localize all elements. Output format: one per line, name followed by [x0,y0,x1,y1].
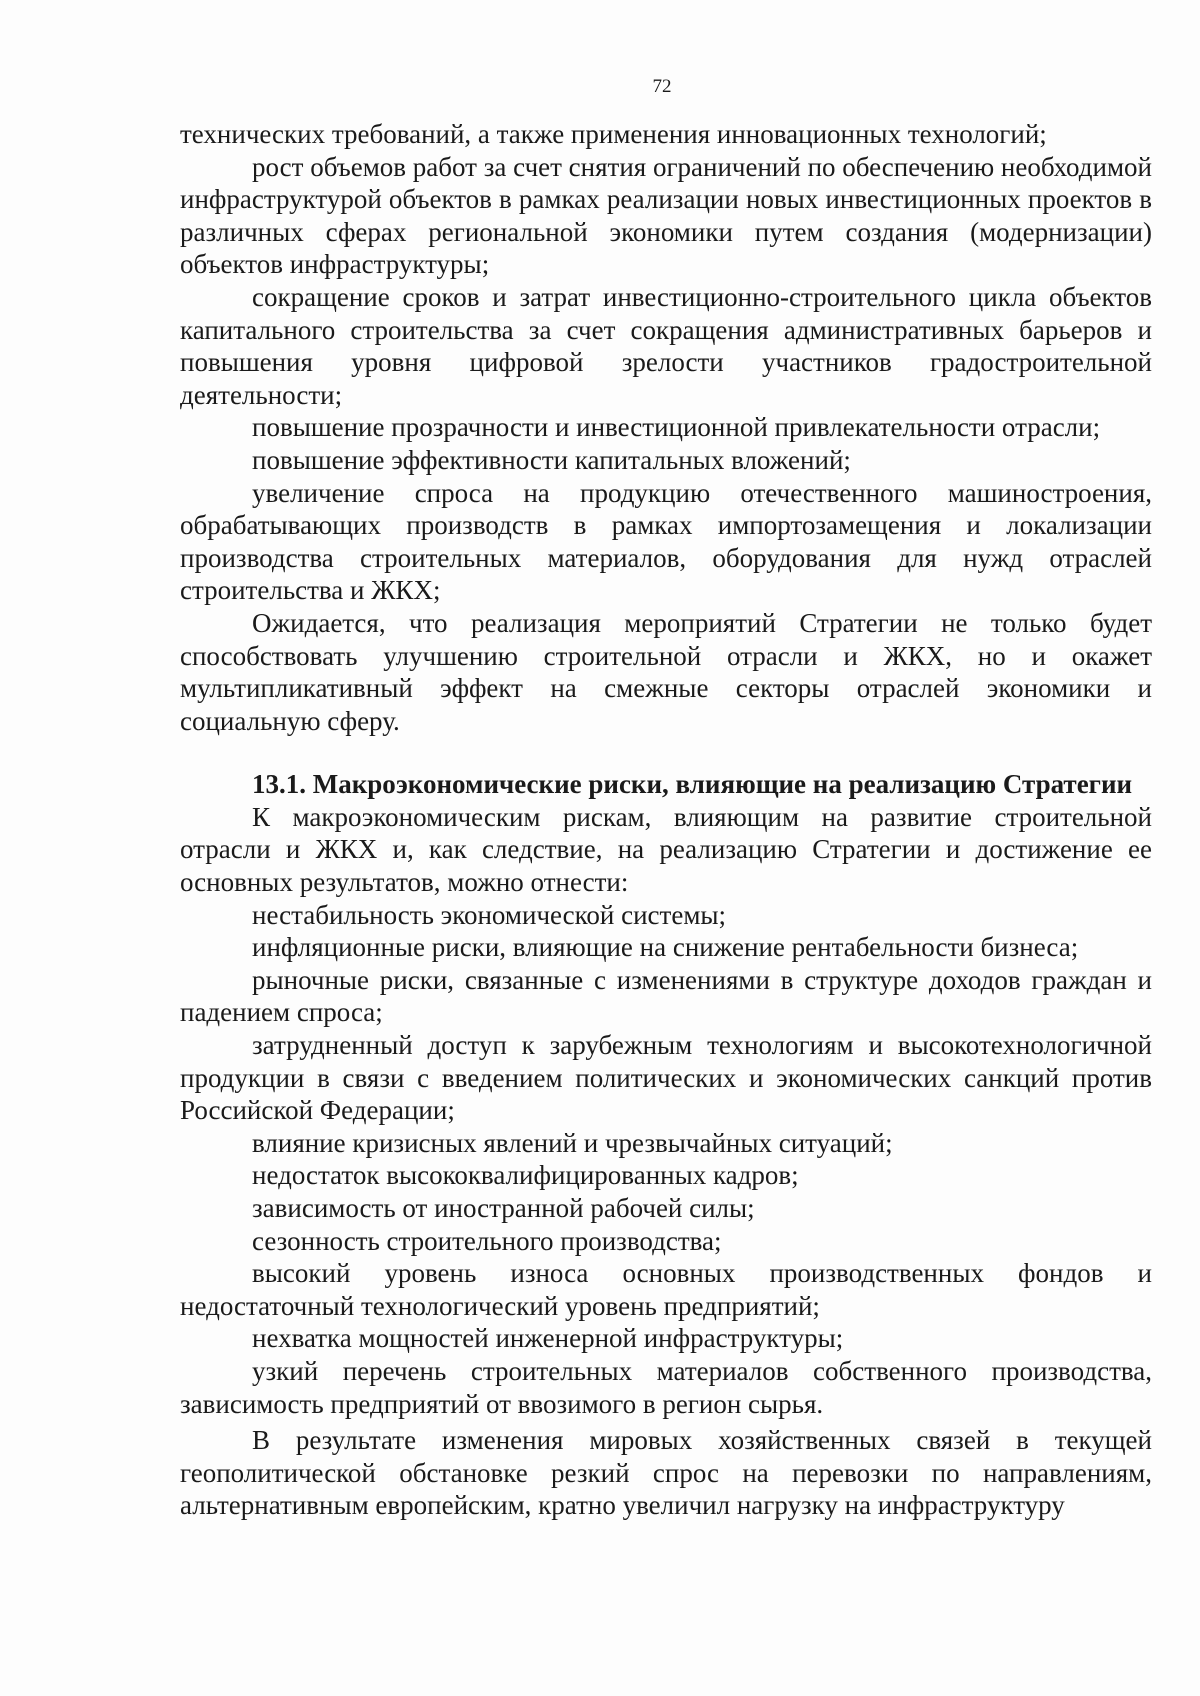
paragraph: узкий перечень строительных материалов собственного производства, зависимость предприятий от ввозимого в регион сырья. [180,1355,1152,1419]
paragraph: нестабильность экономической системы; [252,899,727,930]
paragraph: нехватка мощностей инженерной инфраструктуры; [252,1323,844,1354]
section-spacer [180,737,1152,768]
paragraph: повышение прозрачности и инвестиционной привлекательности отрасли; [252,412,1101,443]
paragraph: К макроэкономическим рискам, влияющим на развитие строительной отрасли и ЖКХ и, как следствие, на реализацию Стратегии и достижение ее основных результатов, можно отнести: [180,801,1152,898]
page-body [180,118,1152,1522]
paragraph: увеличение спроса на продукцию отечественного машиностроения, обрабатывающих производств в рамках импортозамещения и локализации производства строительных материалов, оборудования для нужд отраслей строительства и ЖКХ; [180,477,1152,606]
paragraph: рыночные риски, связанные с изменениями в структуре доходов граждан и падением спроса; [180,964,1152,1028]
paragraph: влияние кризисных явлений и чрезвычайных ситуаций; [252,1127,893,1158]
paragraph: сезонность строительного производства; [252,1225,722,1256]
paragraph: повышение эффективности капитальных вложений; [252,444,851,475]
paragraph: высокий уровень износа основных производственных фондов и недостаточный технологический уровень предприятий; [180,1258,1152,1321]
paragraph: затрудненный доступ к зарубежным технологиям и высокотехнологичной продукции в связи с введением политических и экономических санкций против Российской Федерации; [180,1030,1152,1126]
paragraph: зависимость от иностранной рабочей силы; [252,1193,755,1223]
paragraph: В результате изменения мировых хозяйственных связей в текущей геополитической обстановке резкий спрос на перевозки по направлениям, альтернативным европейским, кратно увеличил нагрузку на инфраструктуру [180,1425,1152,1521]
paragraph: недостаток высококвалифицированных кадров; [252,1160,799,1191]
paragraph: технических требований, а также применения инновационных технологий; [180,119,1047,149]
paragraph: сокращение сроков и затрат инвестиционно-строительного цикла объектов капитального строительства за счет сокращения административных барьеров и повышения уровня цифровой зрелости участников градостроительной деятельности; [180,281,1152,410]
page-number: 72 [652,76,672,97]
section-heading: 13.1. Макроэкономические риски, влияющие на реализацию Стратегии [252,769,1133,800]
paragraph: Ожидается, что реализация мероприятий Стратегии не только будет способствовать улучшению строительной отрасли и ЖКХ, но и окажет мультипликативный эффект на смежные секторы отраслей экономики и социальную сферу. [180,607,1152,736]
paragraph: рост объемов работ за счет снятия ограничений по обеспечению необходимой инфраструктурой объектов в рамках реализации новых инвестиционных проектов в различных сферах региональной экономики путем создания (модернизации) объектов инфраструктуры; [180,151,1152,280]
paragraph: инфляционные риски, влияющие на снижение рентабельности бизнеса; [252,932,1079,963]
